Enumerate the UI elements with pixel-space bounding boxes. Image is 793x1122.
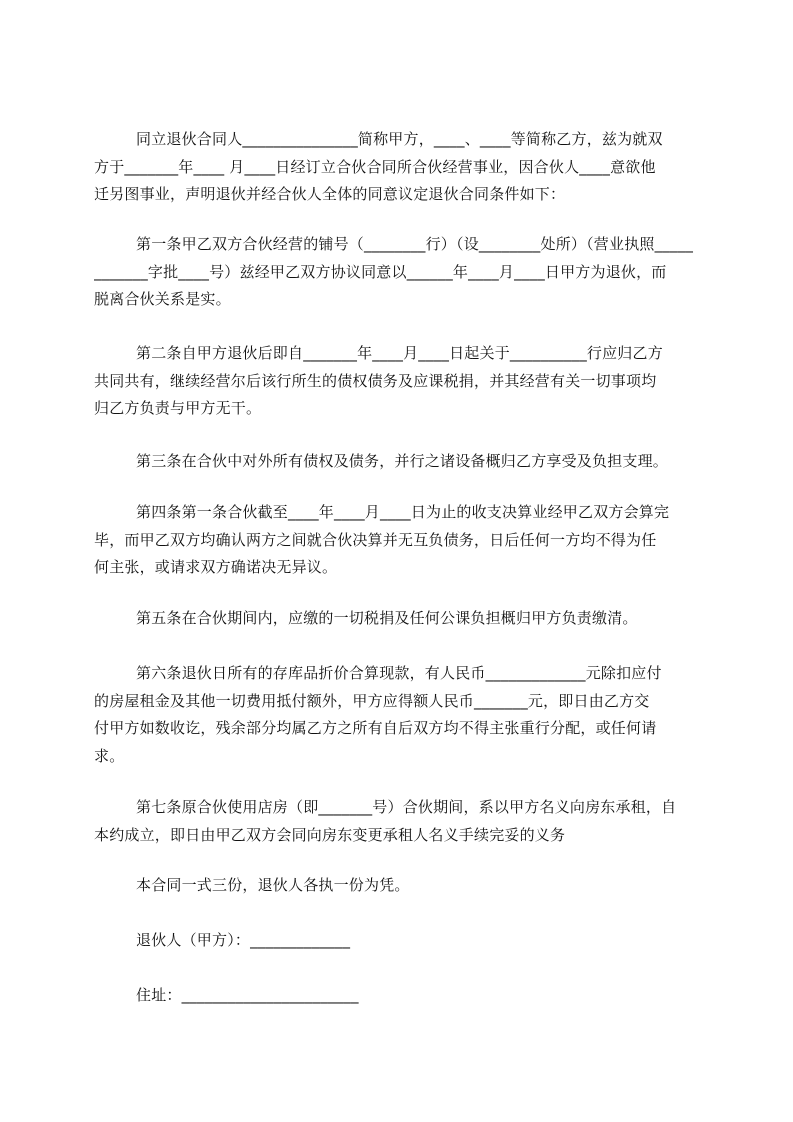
intro-line-2: 方于_______年____ 月____日经订立合伙合同所合伙经营事业，因合伙人____意欲他 <box>94 157 656 176</box>
article-1-line-3: 脱离合伙关系是实。 <box>94 290 231 308</box>
article-5-line-1: 第五条在合伙期间内，应缴的一切税捐及任何公课负担概归甲方负责缴清。 <box>136 609 638 627</box>
paragraph-intro <box>94 126 700 209</box>
article-6-line-3: 付甲方如数收讫，残余部分均属乙方之所有自后双方均不得主张重行分配，或任何请 <box>94 719 657 737</box>
paragraph-article-6 <box>94 660 700 770</box>
article-6-line-4: 求。 <box>94 746 125 765</box>
article-3-line-1: 第三条在合伙中对外所有债权及债务，并行之诸设备概归乙方享受及负担支理。 <box>136 452 669 470</box>
signature-party-a-line: 退伙人（甲方）：_____________ <box>136 931 351 949</box>
paragraph-article-3 <box>94 448 700 476</box>
paragraph-article-2 <box>94 340 700 423</box>
article-7-line-2: 本约成立，即日由甲乙双方会同向房东变更承租人名义手续完妥的义务 <box>94 825 566 844</box>
article-6-line-1: 第六条退伙日所有的存库品折价合算现款，有人民币_____________元除扣应付 <box>136 664 662 682</box>
article-2-line-1: 第二条自甲方退伙后即自_______年____月____日起关于__________行应归乙方 <box>136 344 663 362</box>
article-6-line-2: 的房屋租金及其他一切费用抵付额外，甲方应得额人民币_______元，即日由乙方交 <box>94 691 650 710</box>
article-4-line-2: 毕，而甲乙双方均确认两方之间就合伙决算并无互负债务，日后任何一方均不得为任 <box>94 530 657 549</box>
intro-line-1: 同立退伙合同人_______________简称甲方，____、____等简称乙方，兹为就双 <box>136 130 663 148</box>
article-1-line-1: 第一条甲乙双方合伙经营的铺号（________行）（设________处所）（营业执照_____ <box>136 235 694 253</box>
signature-address-line: 住址：_______________________ <box>136 986 359 1004</box>
signature-address <box>94 982 700 1010</box>
paragraph-article-1 <box>94 231 700 314</box>
intro-line-3: 迁另图事业，声明退伙并经合伙人全体的同意议定退伙合同条件如下： <box>94 185 566 203</box>
paragraph-article-7 <box>94 794 700 849</box>
paragraph-article-4 <box>94 499 700 582</box>
paragraph-article-5 <box>94 605 700 633</box>
article-2-line-3: 归乙方负责与甲方无干。 <box>94 399 262 417</box>
article-2-line-2: 共同共有，继续经营尔后该行所生的债权债务及应课税捐，并其经营有关一切事项均 <box>94 371 657 390</box>
signature-party-a <box>94 927 700 955</box>
article-4-line-1: 第四条第一条合伙截至____年____月____日为止的收支决算业经甲乙双方会算完 <box>136 503 670 521</box>
article-1-line-2: _______字批____号）兹经甲乙双方协议同意以______年____月____日甲方为退伙，而 <box>94 262 667 281</box>
copies-line-1: 本合同一式三份，退伙人各执一份为凭。 <box>136 876 410 894</box>
article-7-line-1: 第七条原合伙使用店房（即_______号）合伙期间，系以甲方名义向房东承租，自 <box>136 798 677 816</box>
article-4-line-3: 何主张，或请求双方确诺决无异议。 <box>94 558 338 576</box>
paragraph-copies <box>94 872 700 900</box>
